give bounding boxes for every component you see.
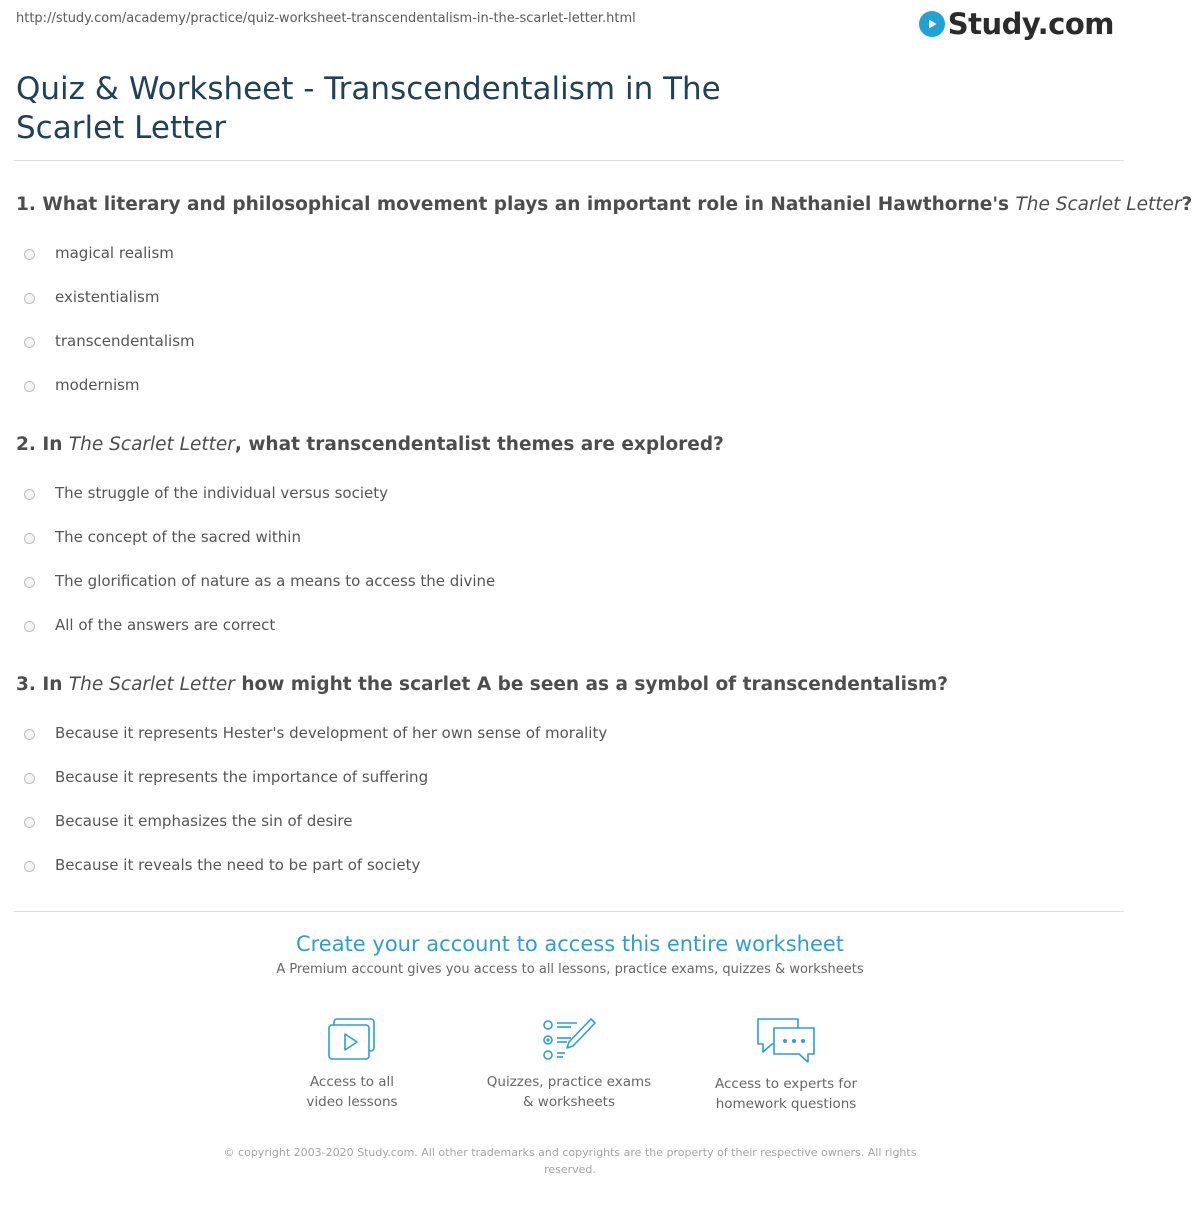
answer-label: modernism [55, 376, 140, 394]
answer-label: Because it reveals the need to be part of society [55, 856, 421, 874]
answer-option[interactable] [16, 475, 1126, 519]
answer-label: The struggle of the individual versus society [55, 484, 388, 502]
radio-button[interactable] [24, 577, 35, 588]
feature-label-line: Access to all [309, 1074, 395, 1090]
feature-quizzes [459, 1016, 679, 1112]
answer-label: magical realism [55, 244, 174, 262]
answer-list [16, 715, 1126, 891]
logo-text: Study.com [947, 7, 1114, 41]
premium-cta [0, 932, 1140, 977]
copyright-footer [0, 1144, 1140, 1178]
answer-option[interactable] [16, 607, 1126, 651]
radio-button[interactable] [24, 817, 35, 828]
answer-label: Because it represents Hester's development of her own sense of morality [55, 724, 608, 742]
radio-button[interactable] [24, 249, 35, 260]
feature-label-line: Access to experts for [714, 1076, 857, 1092]
answer-option[interactable] [16, 519, 1126, 563]
answer-option[interactable] [16, 563, 1126, 607]
play-circle-icon [919, 11, 945, 37]
feature-label-line: Quizzes, practice exams [486, 1074, 652, 1090]
section-divider [14, 911, 1124, 912]
answer-option[interactable] [16, 279, 1126, 323]
answer-option[interactable] [16, 803, 1126, 847]
answer-option[interactable] [16, 759, 1126, 803]
feature-label-line: video lessons [306, 1094, 398, 1110]
answer-label: The concept of the sacred within [55, 528, 301, 546]
answer-list [16, 235, 1126, 411]
answer-option[interactable] [16, 715, 1126, 759]
radio-button[interactable] [24, 293, 35, 304]
radio-button[interactable] [24, 533, 35, 544]
answer-list [16, 475, 1126, 651]
copyright-text: © copyright 2003-2020 Study.com. All other trademarks and copyrights are the property of their respective owners. All rights reserved. [223, 1146, 917, 1176]
radio-button[interactable] [24, 381, 35, 392]
radio-button[interactable] [24, 773, 35, 784]
question-text: 3. In The Scarlet Letter how might the scarlet A be seen as a symbol of transcendentalism? [16, 674, 948, 695]
question-text: 1. What literary and philosophical movement plays an important role in Nathaniel Hawthorne's The Scarlet Letter? [16, 194, 1192, 215]
feature-label-line: & worksheets [522, 1094, 615, 1110]
study-logo[interactable] [919, 7, 1114, 41]
radio-button[interactable] [24, 621, 35, 632]
page-url: http://study.com/academy/practice/quiz-worksheet-transcendentalism-in-the-scarlet-letter.html [16, 11, 636, 26]
answer-option[interactable] [16, 235, 1126, 279]
feature-video-lessons [242, 1016, 462, 1112]
video-lessons-icon [242, 1016, 462, 1062]
create-account-link[interactable]: Create your account to access this entire worksheet [295, 932, 845, 956]
answer-label: Because it represents the importance of suffering [55, 768, 429, 786]
answer-label: All of the answers are correct [55, 616, 276, 634]
answer-label: The glorification of nature as a means to access the divine [55, 572, 496, 590]
question-text: 2. In The Scarlet Letter, what transcendentalist themes are explored? [16, 434, 724, 455]
question-1 [16, 192, 1192, 411]
radio-button[interactable] [24, 729, 35, 740]
answer-option[interactable] [16, 323, 1126, 367]
answer-label: Because it emphasizes the sin of desire [55, 812, 353, 830]
page-title: Quiz & Worksheet - Transcendentalism in The Scarlet Letter [16, 71, 721, 146]
answer-label: existentialism [55, 288, 160, 306]
cta-subheading: A Premium account gives you access to all lessons, practice exams, quizzes & worksheets [276, 962, 864, 977]
radio-button[interactable] [24, 489, 35, 500]
answer-option[interactable] [16, 847, 1126, 891]
quiz-checklist-icon [459, 1016, 679, 1062]
answer-label: transcendentalism [55, 332, 195, 350]
chat-bubbles-icon [676, 1016, 896, 1064]
question-2 [16, 432, 1126, 651]
question-3 [16, 672, 1126, 891]
header-divider [14, 160, 1124, 161]
radio-button[interactable] [24, 337, 35, 348]
feature-experts [676, 1016, 896, 1114]
feature-label-line: homework questions [715, 1096, 857, 1112]
answer-option[interactable] [16, 367, 1126, 411]
radio-button[interactable] [24, 861, 35, 872]
